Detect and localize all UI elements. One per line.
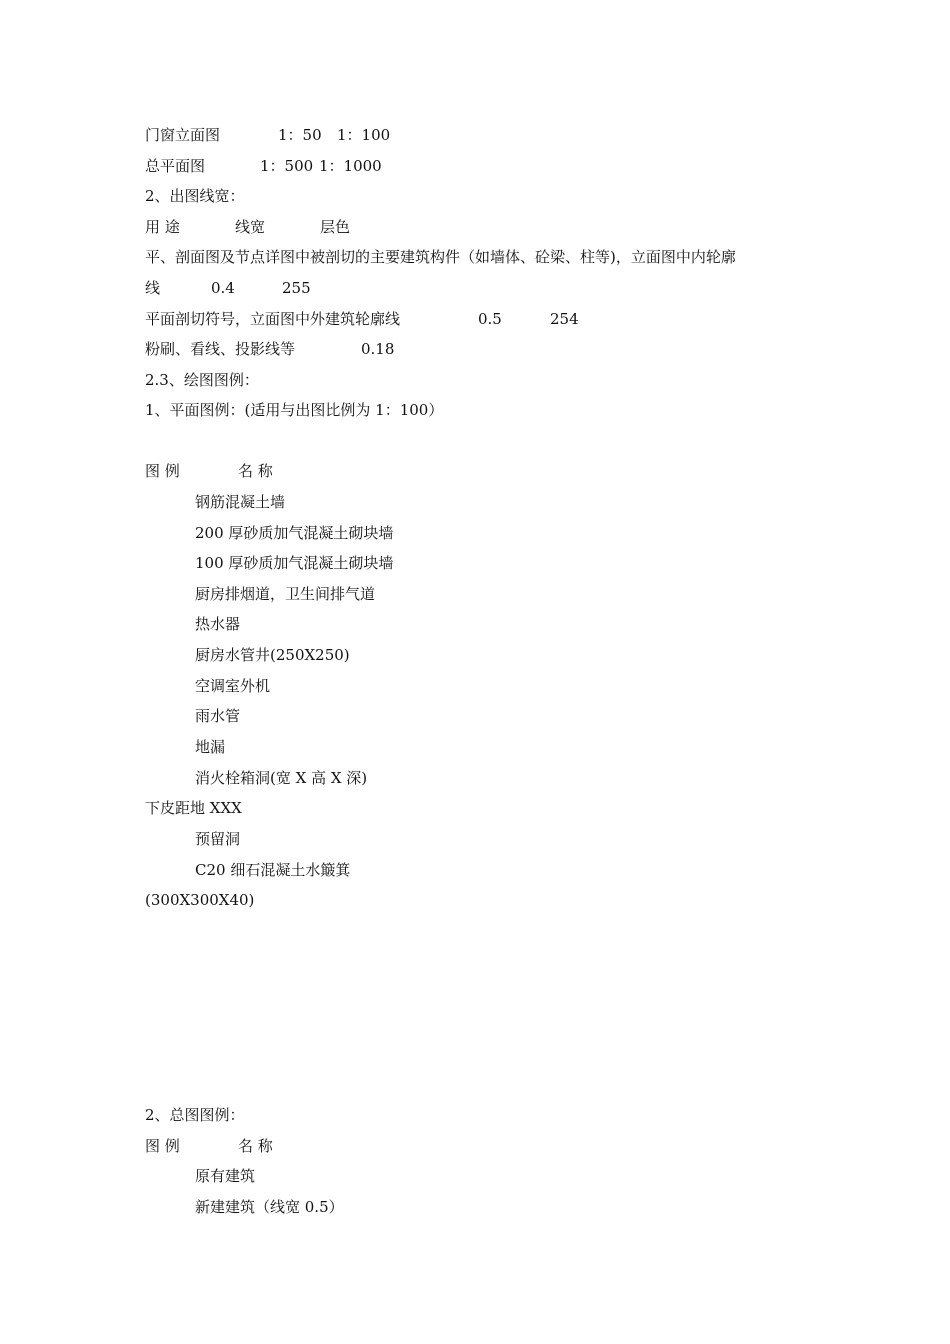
- plan-legend-item: C20 细石混凝土水簸箕: [195, 861, 351, 879]
- header-legend: 图 例: [145, 1137, 180, 1155]
- site-legend-title: 2、总图图例：: [145, 1106, 245, 1124]
- plan-legend-item: 预留洞: [195, 830, 241, 848]
- row1-width: 0.4: [211, 279, 235, 297]
- row1-color: 255: [282, 279, 311, 297]
- plan-legend-item: 100 厚砂质加气混凝土砌块墙: [195, 554, 394, 572]
- legend-heading: 2.3、绘图图例：: [145, 371, 259, 389]
- line-width-row2: [145, 309, 579, 329]
- header-name: 名 称: [238, 462, 273, 480]
- row2-width: 0.5: [478, 310, 502, 328]
- scale-row-door-window: [145, 125, 391, 145]
- plan-legend-item: 钢筋混凝土墙: [195, 493, 286, 511]
- plan-legend-item: 厨房水管井(250X250): [195, 646, 350, 664]
- plan-legend-item: 热水器: [195, 615, 241, 633]
- row3-text: 粉刷、看线、投影线等: [145, 340, 296, 358]
- header-legend: 图 例: [145, 462, 180, 480]
- header-usage: 用 途: [145, 218, 180, 236]
- plan-legend-item: 厨房排烟道，卫生间排气道: [195, 585, 376, 603]
- row2-color: 254: [550, 310, 579, 328]
- scale-value-1: 1：500: [260, 157, 314, 175]
- plan-legend-item: 200 厚砂质加气混凝土砌块墙: [195, 524, 394, 542]
- line-width-table-header: [145, 217, 351, 237]
- header-layer-color: 层色: [320, 218, 351, 236]
- scale-name: 总平面图: [145, 157, 206, 175]
- scale-name: 门窗立面图: [145, 126, 221, 144]
- line-width-heading: 2、出图线宽：: [145, 187, 245, 205]
- site-legend-item: 原有建筑: [195, 1167, 256, 1185]
- scale-value-2: 1：1000: [319, 157, 382, 175]
- row2-text: 平面剖切符号，立面图中外建筑轮廓线: [145, 310, 401, 328]
- plan-legend-item-cont: (300X300X40): [145, 891, 255, 909]
- line-width-row3: [145, 339, 395, 359]
- line-width-row1: [145, 278, 311, 298]
- row1-text-cont: 线: [145, 279, 161, 297]
- row3-width: 0.18: [361, 340, 395, 358]
- header-name: 名 称: [238, 1137, 273, 1155]
- plan-legend-item: 消火栓箱洞(宽 X 高 X 深): [195, 769, 368, 787]
- plan-legend-item: 空调室外机: [195, 677, 271, 695]
- header-width: 线宽: [235, 218, 266, 236]
- plan-legend-header: [145, 461, 273, 481]
- plan-legend-item: 雨水管: [195, 707, 241, 725]
- site-legend-header: [145, 1136, 273, 1156]
- plan-legend-item: 地漏: [195, 738, 226, 756]
- plan-legend-item-cont: 下皮距地 XXX: [145, 799, 242, 817]
- scale-value-2: 1：100: [337, 126, 391, 144]
- site-legend-item: 新建建筑（线宽 0.5）: [195, 1198, 344, 1216]
- line-width-row1-text: 平、剖面图及节点详图中被剖切的主要建筑构件（如墙体、砼梁、柱等)，立面图中内轮廓: [145, 248, 736, 266]
- scale-row-site-plan: [145, 156, 382, 176]
- scale-value-1: 1：50: [278, 126, 322, 144]
- plan-legend-title: 1、平面图例：(适用与出图比例为 1：100）: [145, 401, 444, 419]
